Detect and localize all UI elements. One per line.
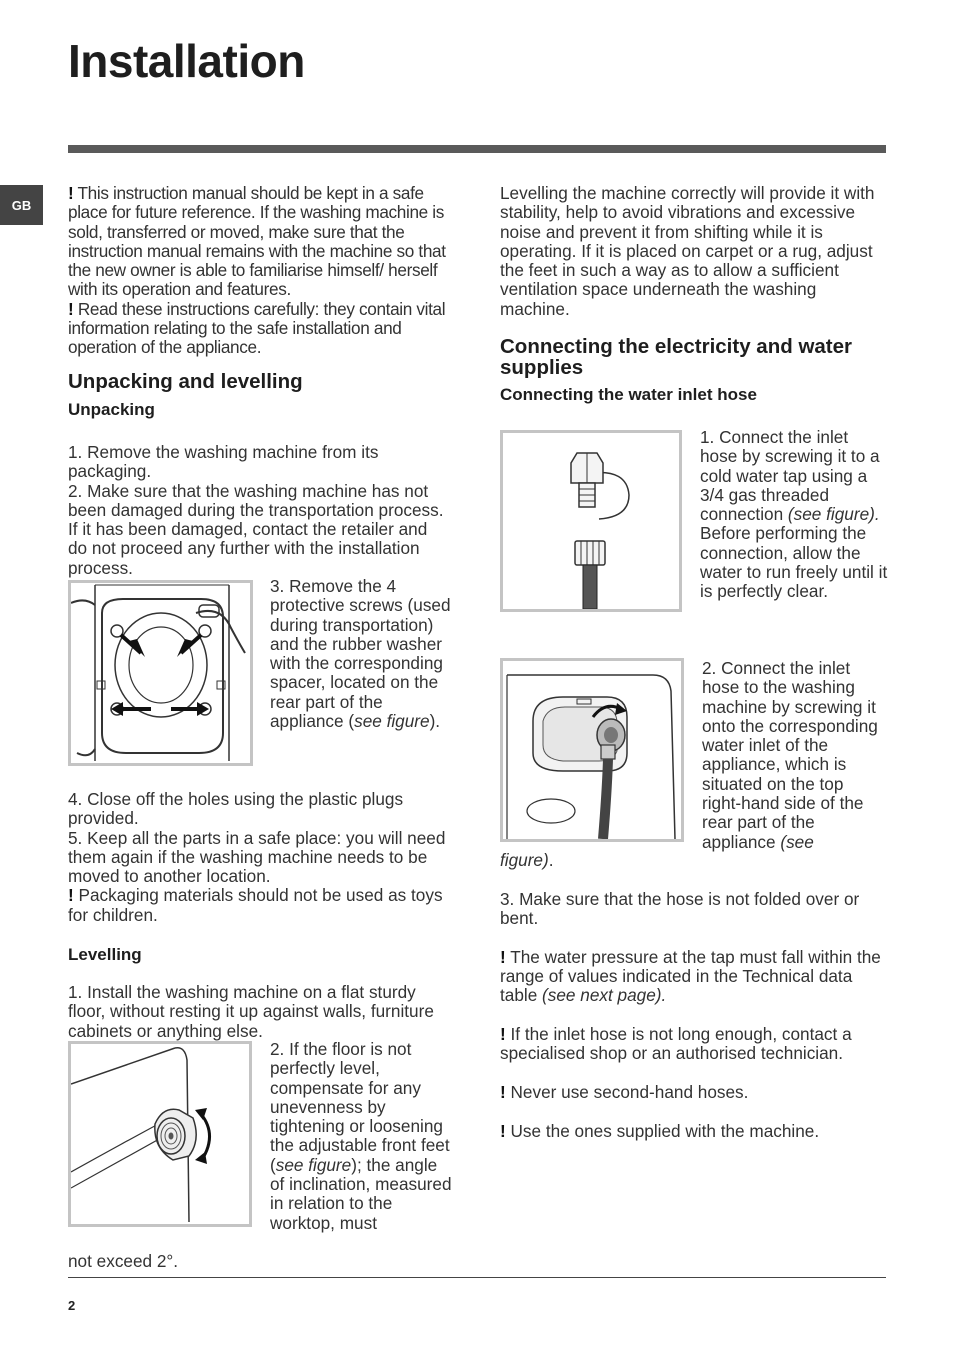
water-notes (500, 890, 888, 1141)
water-step-2-tail (500, 851, 885, 870)
intro-text-2: Read these instructions carefully: they contain vital information relating to the safe installation and operation of the appliance. (68, 298, 446, 358)
water-step-1 (700, 428, 890, 602)
tap-and-hose-illustration (503, 433, 679, 609)
hose-length-warning (500, 1025, 888, 1064)
water-step1-see-figure: (see figure). (787, 504, 880, 525)
second-hand-text: Never use second-hand hoses. (510, 1081, 749, 1102)
warning-mark: ! (500, 1081, 506, 1102)
step3-close: ). (429, 711, 441, 732)
water-step2-figure: figure) (500, 850, 549, 870)
spacer (500, 929, 888, 948)
water-step-1-note: Before performing the connection, allow the water to run freely until it is perfectly clear. (700, 523, 888, 602)
unpacking-step-4: 4. Close off the holes using the plastic plugs provided. (68, 789, 404, 829)
water-pressure-warning (500, 948, 888, 1006)
adjustable-foot-illustration (71, 1044, 249, 1224)
levelling-step-2 (270, 1040, 455, 1233)
levelling-explanation: Levelling the machine correctly will provide it with stability, help to avoid vibrations and excessive noise and prevent it from shifting while it is operating. If it is placed on carpet or a rug, adjust the feet in such a way as to allow a sufficient ventilation space underneath the washing machine. (500, 183, 875, 319)
supplied-hoses-text: Use the ones supplied with the machine. (510, 1120, 820, 1141)
connecting-heading: Connecting the electricity and water supplies (500, 335, 852, 379)
title-rule (68, 145, 886, 153)
packaging-warning (68, 886, 453, 925)
spacer (500, 1064, 888, 1083)
warning-mark: ! (68, 183, 74, 203)
unpacking-levelling-heading: Unpacking and levelling (68, 370, 303, 393)
warning-mark: ! (500, 946, 506, 967)
machine-inlet-illustration (503, 661, 681, 839)
water-step2-see: (see (780, 831, 814, 852)
water-pressure-text: The water pressure at the tap must fall within the range of values indicated in the Technical data table (500, 946, 881, 1006)
levelling-step-2-tail: not exceed 2°. (68, 1251, 179, 1271)
warning-mark: ! (68, 885, 74, 906)
water-step-1-text (700, 428, 890, 524)
see-next-page: (see next page). (542, 985, 667, 1006)
water-step2-main: 2. Connect the inlet hose to the washing machine by screwing it onto the corresponding water inlet of the appliance, which is situated on the top right-hand side of the rear part of the appliance (702, 658, 878, 852)
levelling-step2-rest: ); the angle of inclination, measured in relation to the worktop, must (270, 1154, 452, 1233)
intro-block (68, 184, 453, 358)
page-title: Installation (68, 35, 305, 87)
hose-length-text: If the inlet hose is not long enough, contact a specialised shop or an authorised technician. (500, 1024, 852, 1064)
water-step-3: 3. Make sure that the hose is not folded over or bent. (500, 889, 860, 929)
levelling-foot-figure (68, 1041, 252, 1227)
footer-rule (68, 1277, 886, 1278)
levelling-step2-text: 2. If the floor is not perfectly level, compensate for any unevenness by tightening or loosening the adjustable front feet ( (270, 1039, 450, 1175)
rear-screws-figure (68, 580, 253, 766)
second-hand-warning (500, 1083, 888, 1102)
spacer (500, 1006, 888, 1025)
tap-connection-figure (500, 430, 682, 612)
water-step-2 (702, 659, 887, 852)
step3-text: 3. Remove the 4 protective screws (used during transportation) and the rubber washer with the corresponding spacer, located on the rear part of the appliance ( (270, 576, 451, 732)
levelling-step-1: 1. Install the washing machine on a flat sturdy floor, without resting it up against walls, furniture cabinets or anything else. (68, 982, 434, 1041)
unpacking-step-3 (270, 577, 455, 731)
unpacking-steps-4-5 (68, 790, 453, 925)
water-inlet-subheading: Connecting the water inlet hose (500, 385, 757, 404)
page-number: 2 (68, 1298, 76, 1313)
levelling-subheading: Levelling (68, 945, 142, 964)
supplied-hoses-warning (500, 1122, 888, 1141)
water-step2-period: . (548, 850, 554, 870)
water-step1-main: 1. Connect the inlet hose by screwing it to a cold water tap using a 3/4 gas threaded connection (700, 427, 880, 525)
unpacking-step-5: 5. Keep all the parts in a safe place: you will need them again if the washing machine needs to be moved to another location. (68, 827, 446, 887)
rear-panel-illustration (71, 583, 250, 763)
step3-see-figure: see figure (354, 711, 430, 732)
packaging-warning-text: Packaging materials should not be used as toys for children. (68, 885, 443, 925)
warning-mark: ! (500, 1024, 506, 1045)
machine-inlet-figure (500, 658, 684, 842)
unpacking-subheading: Unpacking (68, 400, 155, 419)
language-tab: GB (0, 185, 43, 225)
unpacking-steps-1-2 (68, 443, 448, 578)
intro-text-1: This instruction manual should be kept in a safe place for future reference. If the washing machine is sold, transferred or moved, make sure that the instruction manual remains with the machine so that the new owner is able to familiarise himself/ herself with its operation and features. (68, 183, 446, 300)
spacer (500, 1102, 888, 1121)
unpacking-step-1: 1. Remove the washing machine from its packaging. (68, 442, 379, 482)
warning-mark: ! (68, 298, 74, 319)
unpacking-step-2: 2. Make sure that the washing machine has not been damaged during the transportation process. If it has been damaged, contact the retailer and do not proceed any further with the installation process. (68, 480, 444, 578)
intro-paragraph-1 (68, 184, 453, 300)
intro-paragraph-2 (68, 300, 453, 358)
warning-mark: ! (500, 1120, 506, 1141)
levelling-see-figure: see figure (275, 1154, 352, 1175)
